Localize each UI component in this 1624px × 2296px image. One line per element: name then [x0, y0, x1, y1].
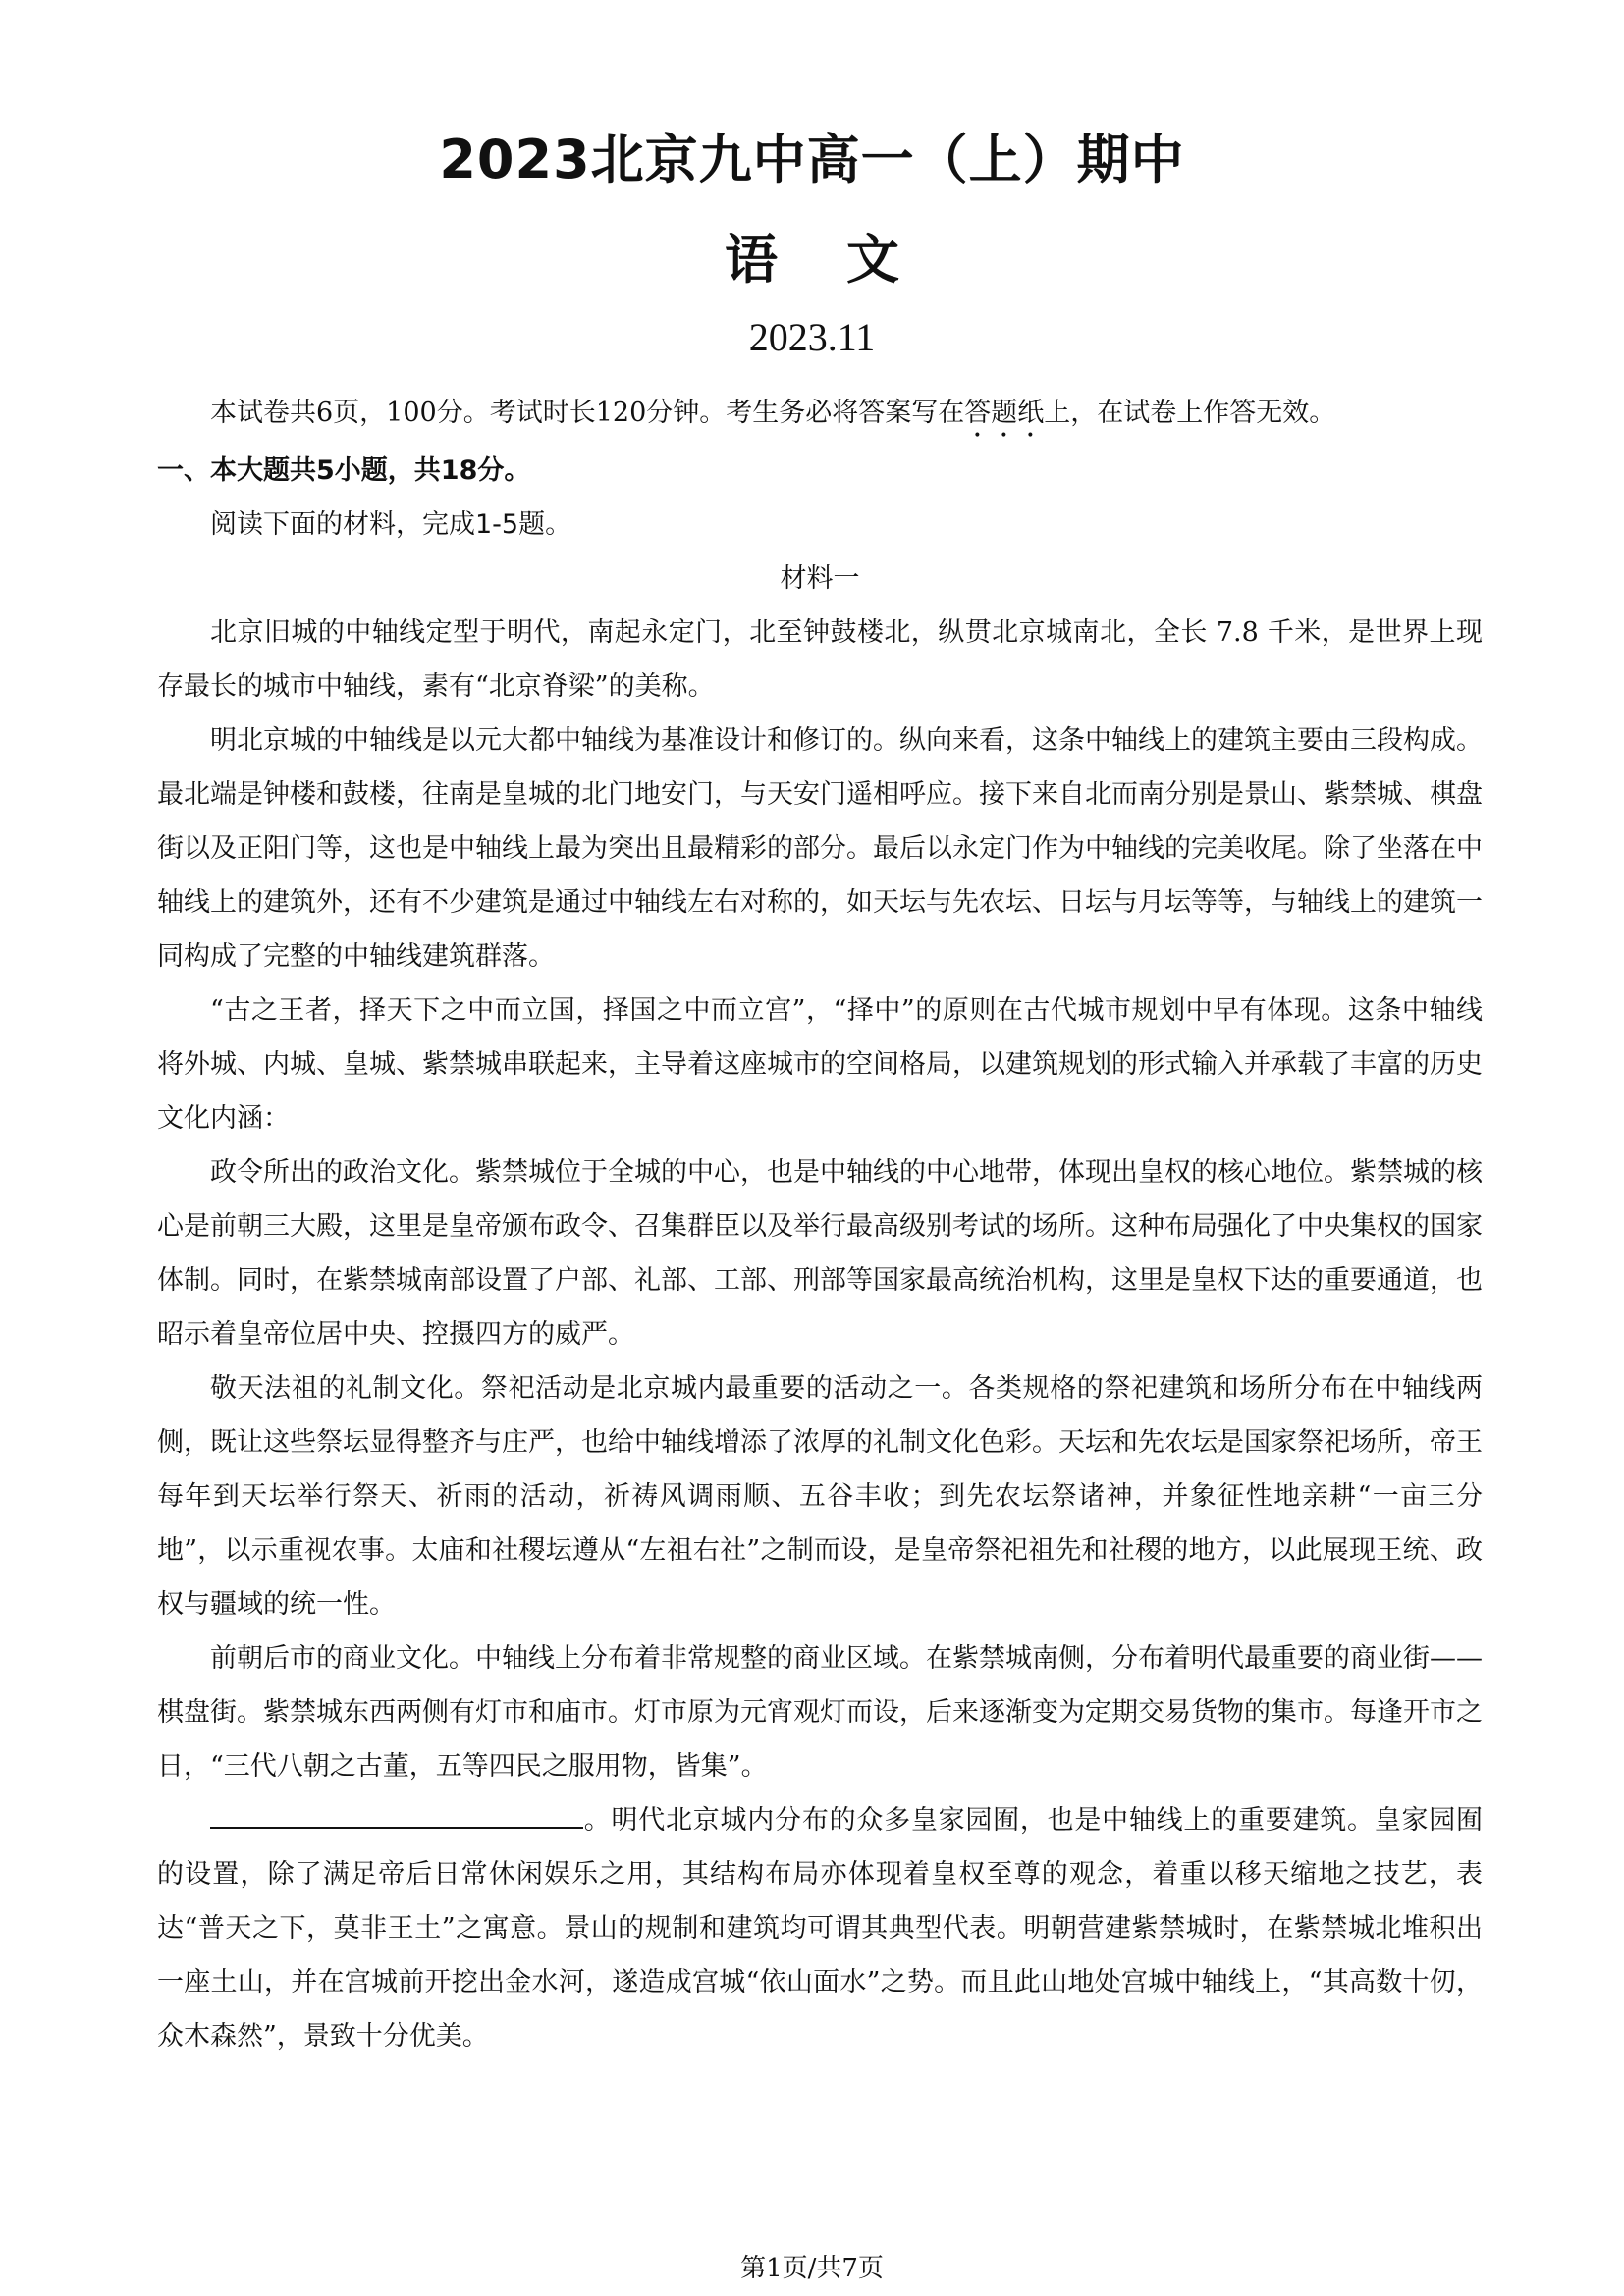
notice-emphasis: 答题纸 [964, 398, 1045, 428]
paragraph: 北京旧城的中轴线定型于明代，南起永定门，北至钟鼓楼北，纵贯北京城南北，全长 7.8 千米，是世界上现存最长的城市中轴线，素有“北京脊梁”的美称。 [157, 617, 1483, 702]
reading-instruction: 阅读下面的材料，完成1-5题。 [210, 509, 572, 540]
exam-body [157, 386, 1483, 2063]
exam-date: 2023.11 [748, 315, 876, 359]
paragraph: 敬天法祖的礼制文化。祭祀活动是北京城内最重要的活动之一。各类规格的祭祀建筑和场所分布在中轴线两侧，既让这些祭坛显得整齐与庄严，也给中轴线增添了浓厚的礼制文化色彩。天坛和先农坛是国家祭祀场所，帝王每年到天坛举行祭天、祈雨的活动，祈祷风调雨顺、五谷丰收；到先农坛祭诸神，并象征性地亲耕“一亩三分地”，以示重视农事。太庙和社稷坛遵从“左祖右社”之制而设，是皇帝祭祀祖先和社稷的地方，以此展现王统、政权与疆域的统一性。 [157, 1373, 1483, 1620]
exam-notice [157, 386, 1483, 444]
fill-in-blank [210, 1797, 583, 1829]
blank-paragraph-text: 。明代北京城内分布的众多皇家园囿，也是中轴线上的重要建筑。皇家园囿的设置，除了满足帝后日常休闲娱乐之用，其结构布局亦体现着皇权至尊的观念，着重以移天缩地之技艺，表达“普天之下，莫非王土”之寓意。景山的规制和建筑均可谓其典型代表。明朝营建紫禁城时，在紫禁城北堆积出一座土山，并在宫城前开挖出金水河，遂造成宫城“依山面水”之势。而且此山地处宫城中轴线上，“其高数十仞，众木森然”，景致十分优美。 [157, 1805, 1483, 2052]
section-heading: 一、本大题共5小题，共18分。 [157, 455, 531, 486]
exam-title: 2023北京九中高一（上）期中 [439, 129, 1185, 190]
subject-title: 语文 [725, 229, 968, 291]
paragraph: 明北京城的中轴线是以元大都中轴线为基准设计和修订的。纵向来看，这条中轴线上的建筑主要由三段构成。最北端是钟楼和鼓楼，往南是皇城的北门地安门，与天安门遥相呼应。接下来自北而南分别是景山、紫禁城、棋盘街以及正阳门等，这也是中轴线上最为突出且最精彩的部分。最后以永定门作为中轴线的完美收尾。除了坐落在中轴线上的建筑外，还有不少建筑是通过中轴线左右对称的，如天坛与先农坛、日坛与月坛等等，与轴线上的建筑一同构成了完整的中轴线建筑群落。 [157, 725, 1483, 972]
paragraph: 政令所出的政治文化。紫禁城位于全城的中心，也是中轴线的中心地带，体现出皇权的核心地位。紫禁城的核心是前朝三大殿，这里是皇帝颁布政令、召集群臣以及举行最高级别考试的场所。这种布局强化了中央集权的国家体制。同时，在紫禁城南部设置了户部、礼部、工部、刑部等国家最高统治机构，这里是皇权下达的重要通道，也昭示着皇帝位居中央、控摄四方的威严。 [157, 1157, 1483, 1350]
blank-paragraph [157, 1793, 1483, 2063]
paragraph: 前朝后市的商业文化。中轴线上分布着非常规整的商业区域。在紫禁城南侧，分布着明代最重要的商业街——棋盘街。紫禁城东西两侧有灯市和庙市。灯市原为元宵观灯而设，后来逐渐变为定期交易货物的集市。每逢开市之日，“三代八朝之古董，五等四民之服用物，皆集”。 [157, 1643, 1483, 1782]
notice-text-before: 本试卷共6页，100分。考试时长120分钟。考生务必将答案写在 [210, 398, 965, 428]
material-title: 材料一 [780, 563, 860, 594]
page-number: 第1页/共7页 [740, 2254, 884, 2283]
paragraph: “古之王者，择天下之中而立国，择国之中而立宫”，“择中”的原则在古代城市规划中早有体现。这条中轴线将外城、内城、皇城、紫禁城串联起来，主导着这座城市的空间格局，以建筑规划的形式输入并承载了丰富的历史文化内涵： [157, 995, 1483, 1134]
notice-text-after: 上，在试卷上作答无效。 [1044, 398, 1336, 428]
